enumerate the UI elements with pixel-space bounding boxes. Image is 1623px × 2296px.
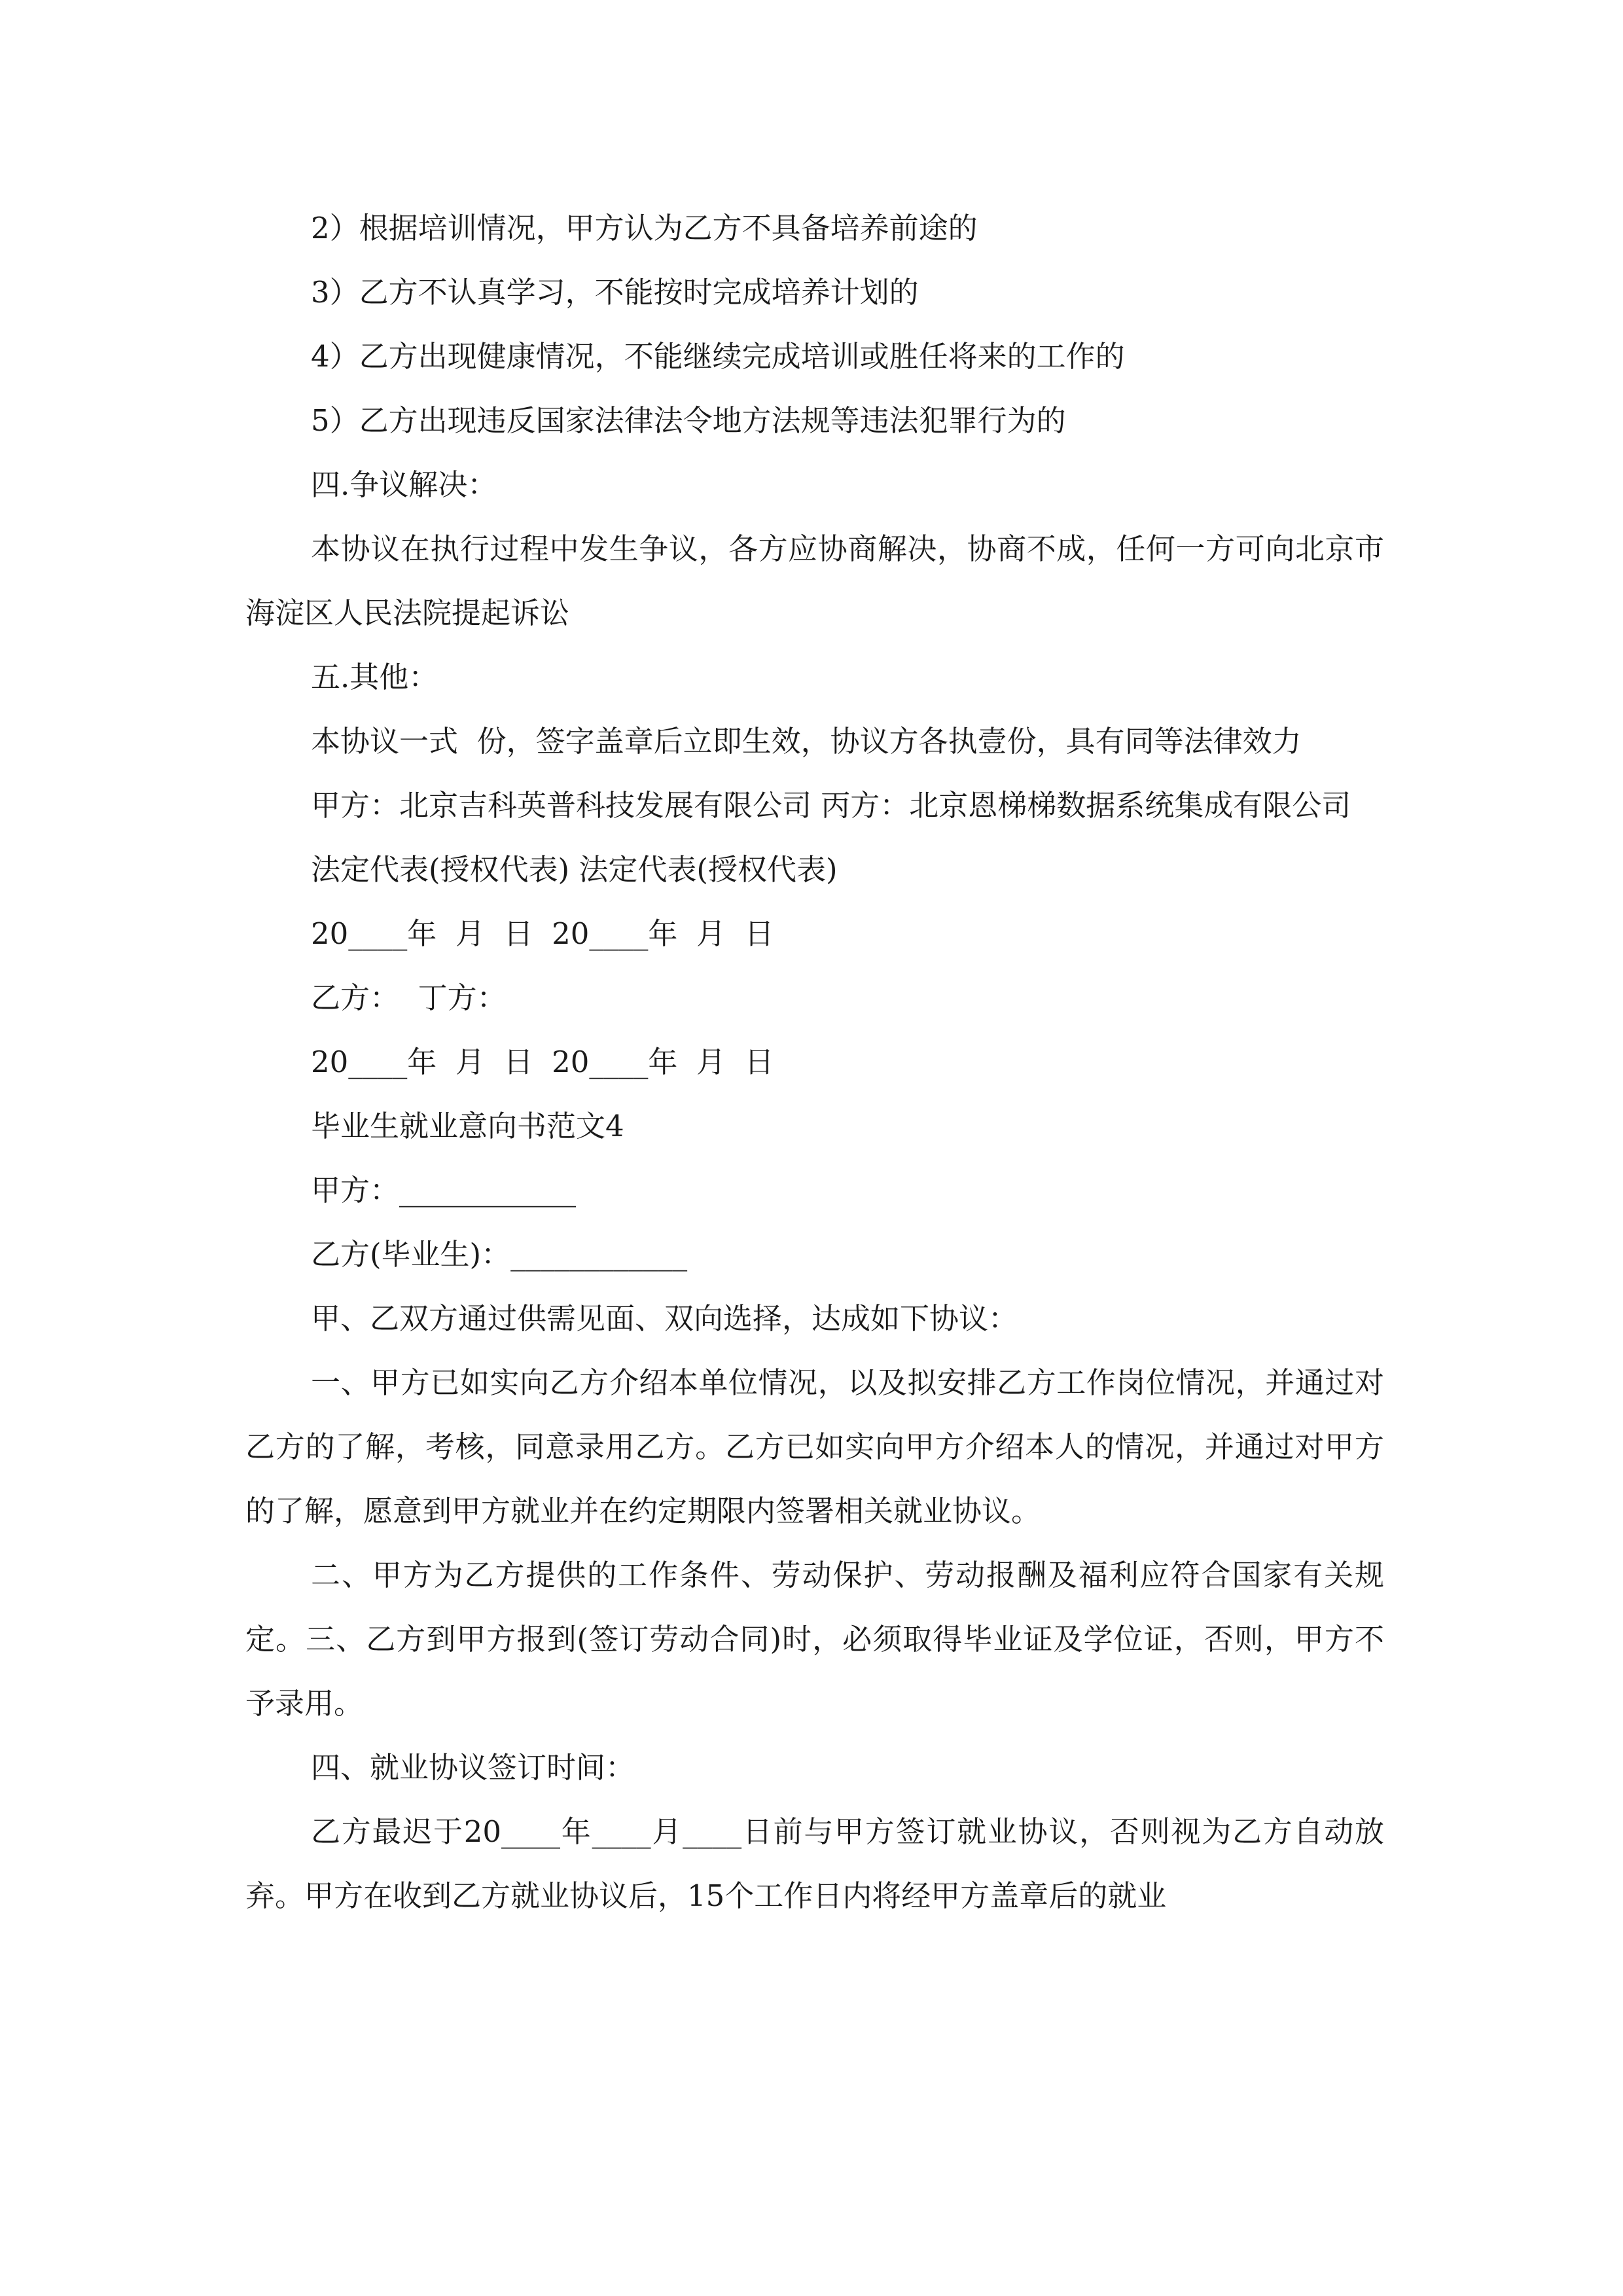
dispute-paragraph: 本协议在执行过程中发生争议，各方应协商解决，协商不成，任何一方可向北京市海淀区人民法院提起诉讼 [245,531,1384,630]
party-a-field: 甲方：____________ [311,1173,577,1208]
other-paragraph: 本协议一式 份，签字盖章后立即生效，协议方各执壹份，具有同等法律效力 [311,724,1302,759]
clause-item-3: 3）乙方不认真学习，不能按时完成培养计划的 [311,275,919,310]
party-a-c-line: 甲方：北京吉科英普科技发展有限公司 丙方：北京恩梯梯数据系统集成有限公司 [311,788,1351,823]
section-heading-other: 五.其他： [311,660,438,694]
article-1: 一、甲方已如实向乙方介绍本单位情况，以及拟安排乙方工作岗位情况，并通过对乙方的了解，考核，同意录用乙方。乙方已如实向甲方介绍本人的情况，并通过对甲方的了解，愿意到甲方就业并在约定期限内签署相关就业协议。 [245,1365,1384,1528]
agreement-intro: 甲、乙双方通过供需见面、双向选择，达成如下协议： [311,1301,1018,1336]
document-title: 毕业生就业意向书范文4 [311,1109,624,1143]
article-4-body: 乙方最迟于20____年____月____日前与甲方签订就业协议，否则视为乙方自动放弃。甲方在收到乙方就业协议后，15个工作日内将经甲方盖章后的就业 [245,1814,1384,1913]
clause-item-5: 5）乙方出现违反国家法律法令地方法规等违法犯罪行为的 [311,403,1066,438]
party-b-graduate-field: 乙方(毕业生)：____________ [311,1237,688,1272]
section-heading-dispute: 四.争议解决： [311,467,497,502]
article-2-3: 二、甲方为乙方提供的工作条件、劳动保护、劳动报酬及福利应符合国家有关规定。三、乙方到甲方报到(签订劳动合同)时，必须取得毕业证及学位证，否则，甲方不予录用。 [245,1558,1384,1721]
date-line-2: 20____年 月 日 20____年 月 日 [311,1045,774,1079]
legal-representative-line: 法定代表(授权代表) 法定代表(授权代表) [311,852,838,887]
party-b-d-line: 乙方： 丁方： [311,980,507,1015]
document-body [245,196,1384,1928]
date-line-1: 20____年 月 日 20____年 月 日 [311,916,774,951]
clause-item-2: 2）根据培训情况，甲方认为乙方不具备培养前途的 [311,211,978,245]
clause-item-4: 4）乙方出现健康情况，不能继续完成培训或胜任将来的工作的 [311,339,1125,374]
article-4-heading: 四、就业协议签订时间： [311,1750,635,1785]
